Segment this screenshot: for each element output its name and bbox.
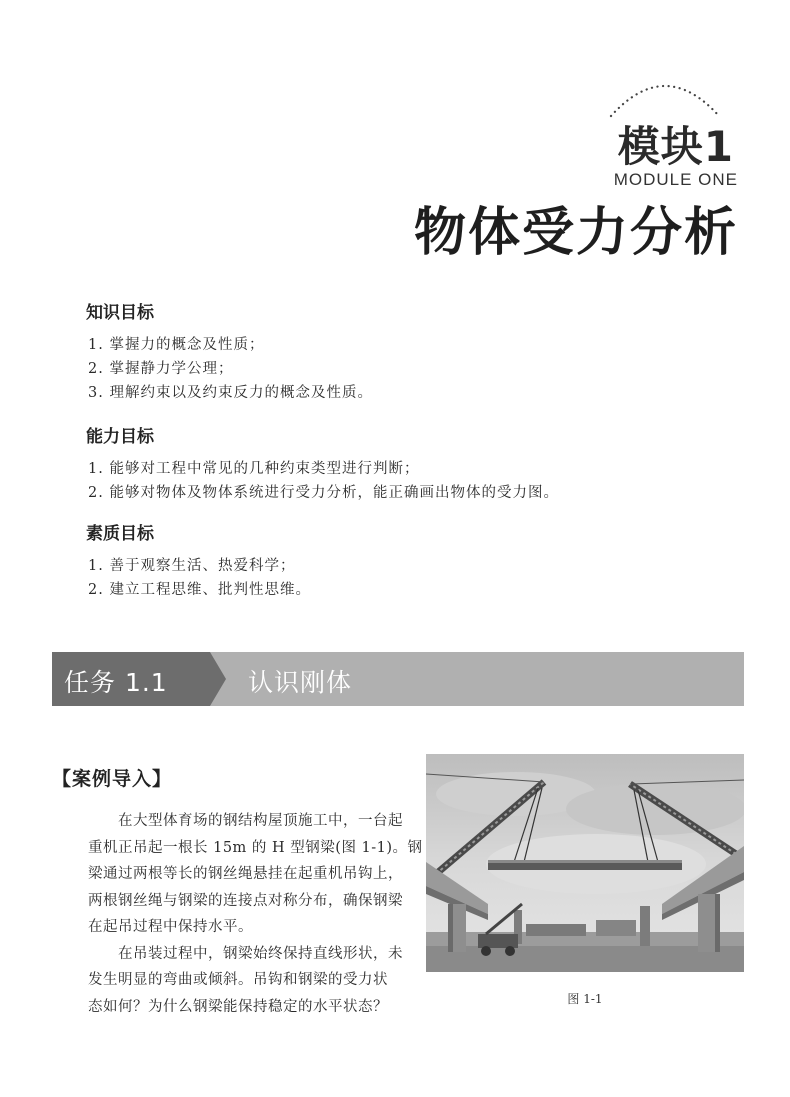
text-line: 态如何？为什么钢梁能保持稳定的水平状态？ [88, 998, 388, 1015]
case-paragraph-2 [88, 941, 410, 1021]
case-paragraph-1 [88, 808, 423, 941]
objective-item: 2. 建立工程思维、批判性思维。 [88, 582, 311, 598]
objective-item: 1. 能够对工程中常见的几种约束类型进行判断； [88, 461, 420, 477]
task-banner [52, 652, 744, 706]
case-heading: 【案例导入】 [52, 768, 173, 790]
text-line: 发生明显的弯曲或倾斜。吊钩和钢梁的受力状 [88, 972, 388, 988]
objective-heading: 知识目标 [86, 303, 154, 323]
objective-heading: 能力目标 [86, 427, 154, 447]
text-line: 在大型体育场的钢结构屋顶施工中，一台起 [118, 813, 403, 829]
text-line: 重机正吊起一根长 15m 的 H 型钢梁(图 1-1)。钢 [88, 839, 423, 856]
objective-item: 3. 理解约束以及约束反力的概念及性质。 [88, 385, 373, 401]
objective-item: 1. 善于观察生活、热爱科学； [88, 558, 296, 574]
quality-objectives [88, 519, 748, 602]
objective-item: 2. 能够对物体及物体系统进行受力分析，能正确画出物体的受力图。 [88, 485, 559, 501]
objective-item: 2. 掌握静力学公理； [88, 361, 234, 377]
dotted-arc-decoration [605, 70, 725, 120]
task-name: 认识刚体 [248, 668, 353, 697]
objective-item: 1. 掌握力的概念及性质； [88, 337, 265, 353]
text-line: 两根钢丝绳与钢梁的连接点对称分布，确保钢梁 [88, 892, 403, 909]
module-label: 模块1 [617, 122, 734, 171]
crane-lifting-beam-photo [426, 754, 744, 972]
text-line: 在吊装过程中，钢梁始终保持直线形状，未 [118, 945, 403, 962]
figure-caption: 图 1-1 [567, 992, 603, 1006]
objective-heading: 素质目标 [86, 524, 154, 544]
text-line: 梁通过两根等长的钢丝绳悬挂在起重机吊钩上， [88, 866, 403, 882]
module-subtitle: MODULE ONE [613, 170, 738, 189]
chapter-title: 物体受力分析 [413, 203, 738, 263]
task-arrow-shape [210, 652, 226, 706]
ability-objectives [88, 422, 748, 505]
case-body [88, 808, 423, 1020]
text-line: 在起吊过程中保持水平。 [88, 919, 253, 935]
task-number: 任务 1.1 [64, 668, 168, 697]
knowledge-objectives [88, 298, 748, 405]
